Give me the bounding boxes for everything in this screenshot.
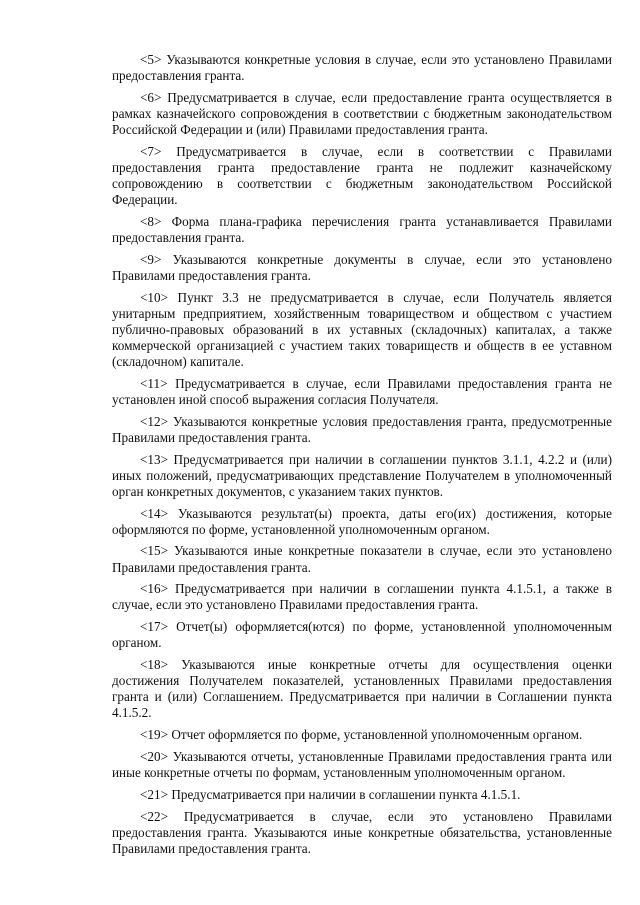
footnote-5: <5> Указываются конкретные условия в случае, если это установлено Правилами предоставления гранта. bbox=[112, 52, 612, 84]
footnote-7: <7> Предусматривается в случае, если в соответствии с Правилами предоставления гранта предоставление гранта не подлежит казначейскому сопровождению в соответствии с бюджетным законодательством Российской Федерации. bbox=[112, 143, 612, 208]
footnote-17: <17> Отчет(ы) оформляется(ются) по форме, установленной уполномоченным органом. bbox=[112, 619, 612, 651]
footnote-10: <10> Пункт 3.3 не предусматривается в случае, если Получатель является унитарным предприятием, хозяйственным товариществом и обществом с участием публично-правовых образований в их уставных (складочных) капиталах, а также коммерческой организацией с участием таких товариществ и обществ в ее уставном (складочном) капитале. bbox=[112, 289, 612, 370]
footnote-11: <11> Предусматривается в случае, если Правилами предоставления гранта не установлен иной способ выражения согласия Получателя. bbox=[112, 375, 612, 407]
footnote-16: <16> Предусматривается при наличии в соглашении пункта 4.1.5.1, а также в случае, если это установлено Правилами предоставления гранта. bbox=[112, 581, 612, 613]
footnote-6: <6> Предусматривается в случае, если предоставление гранта осуществляется в рамках казначейского сопровождения в соответствии с бюджетным законодательством Российской Федерации и (или) Правилами предоставления гранта. bbox=[112, 89, 612, 138]
footnote-20: <20> Указываются отчеты, установленные Правилами предоставления гранта или иные конкретные отчеты по формам, установленным уполномоченным органом. bbox=[112, 748, 612, 780]
footnote-19: <19> Отчет оформляется по форме, установленной уполномоченным органом. bbox=[140, 727, 583, 743]
footnote-18: <18> Указываются иные конкретные отчеты для осуществления оценки достижения Получателем показателей, установленных Правилами предоставления гранта и (или) Соглашением. Предусматривается при наличии в Соглашении пункта 4.1.5.2. bbox=[112, 657, 612, 721]
footnote-21: <21> Предусматривается при наличии в соглашении пункта 4.1.5.1. bbox=[140, 786, 521, 802]
footnote-22: <22> Предусматривается в случае, если это установлено Правилами предоставления гранта. Указываются иные конкретные обязательства, установленные Правилами предоставления гранта. bbox=[112, 808, 612, 856]
footnote-12: <12> Указываются конкретные условия предоставления гранта, предусмотренные Правилами предоставления гранта. bbox=[112, 413, 612, 445]
footnote-15: <15> Указываются иные конкретные показатели в случае, если это установлено Правилами предоставления гранта. bbox=[112, 543, 612, 575]
document-page bbox=[112, 52, 612, 863]
footnote-14: <14> Указываются результат(ы) проекта, даты его(их) достижения, которые оформляются по форме, установленной уполномоченным органом. bbox=[112, 505, 612, 537]
footnote-8: <8> Форма плана-графика перечисления гранта устанавливается Правилами предоставления гранта. bbox=[112, 213, 612, 245]
footnote-13: <13> Предусматривается при наличии в соглашении пунктов 3.1.1, 4.2.2 и (или) иных положений, предусматривающих представление Получателем в уполномоченный орган конкретных документов, с указанием таких пунктов. bbox=[112, 451, 612, 499]
footnote-9: <9> Указываются конкретные документы в случае, если это установлено Правилами предоставления гранта. bbox=[112, 251, 612, 283]
